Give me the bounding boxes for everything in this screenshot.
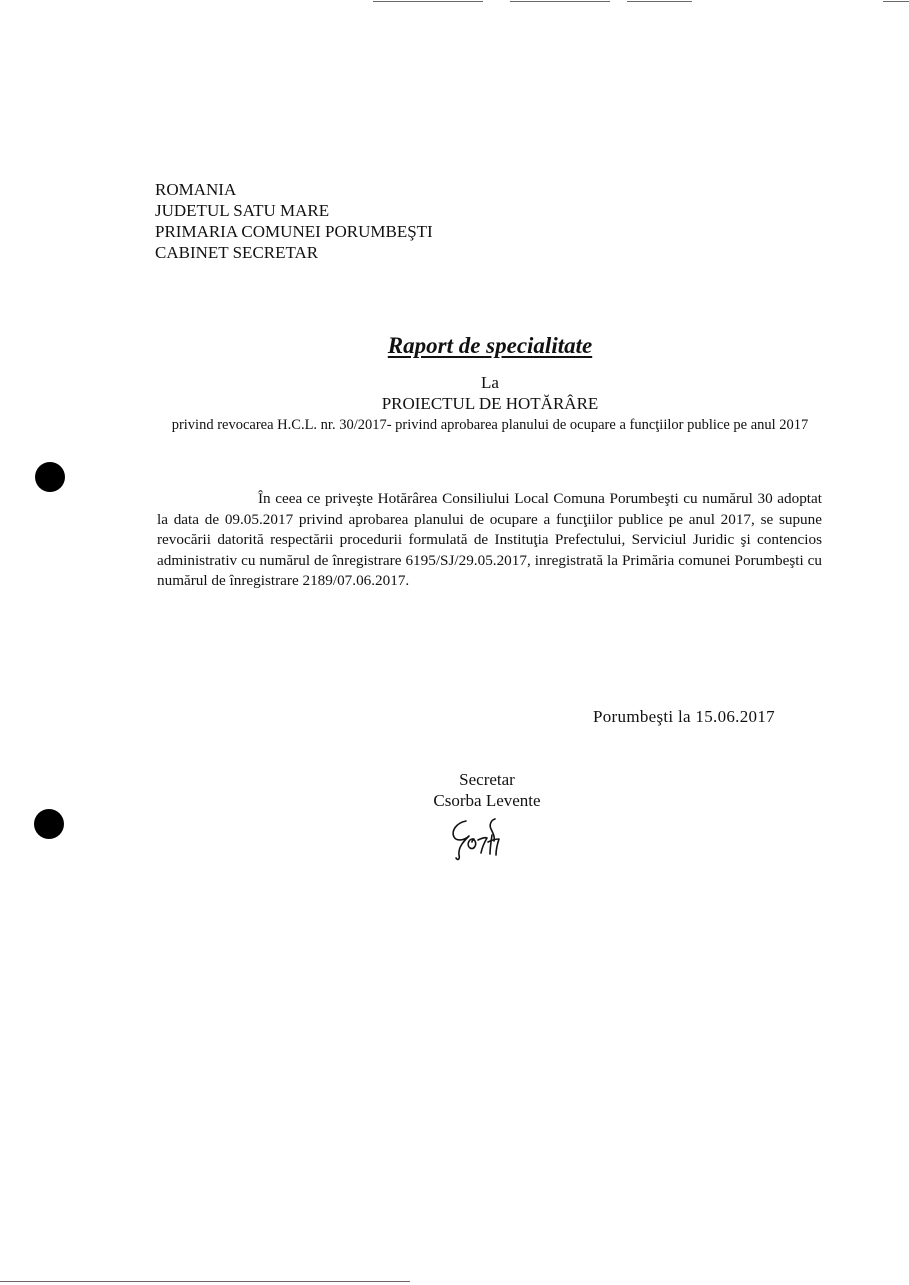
place-date: Porumbeşti la 15.06.2017	[593, 707, 775, 726]
signer-name: Csorba Levente	[433, 791, 541, 810]
body-paragraph: În ceea ce priveşte Hotărârea Consiliului Local Comuna Porumbeşti cu numărul 30 adoptat la data de 09.05.2017 privind aprobarea planului de ocupare a funcţiilor publice pe anul 2017, se supune revocării datorită respectării procedurii formulată de Instituţia Prefectului, Serviciul Juridic şi contencios administrativ cu numărul de înregistrare 6195/SJ/29.05.2017, inregistrată la Primăria comunei Porumbeşti cu numărul de înregistrare 2189/07.06.2017.	[157, 490, 822, 589]
signer-role: Secretar	[459, 770, 515, 789]
institution-header	[155, 179, 433, 263]
punch-hole-bottom	[34, 809, 64, 839]
scan-line-top-4	[883, 1, 909, 2]
subtitle-project: PROIECTUL DE HOTĂRÂRE	[381, 394, 599, 413]
header-town-hall: PRIMARIA COMUNEI PORUMBEŞTI	[155, 222, 433, 241]
punch-hole-top	[35, 462, 65, 492]
header-country: ROMANIA	[155, 180, 237, 199]
subtitle-la: La	[481, 373, 499, 392]
handwritten-signature	[448, 815, 510, 863]
header-county: JUDETUL SATU MARE	[155, 201, 330, 220]
document-subject: privind revocarea H.C.L. nr. 30/2017- privind aprobarea planului de ocupare a funcţiilor publice pe anul 2017	[171, 417, 809, 433]
header-office: CABINET SECRETAR	[155, 243, 319, 262]
signature-block	[400, 769, 574, 811]
document-title: Raport de specialitate	[387, 333, 593, 358]
scan-line-top-3	[627, 1, 692, 2]
scan-line-top-2	[510, 1, 610, 2]
scan-line-top-1	[373, 1, 483, 2]
scan-line-bottom	[0, 1281, 410, 1282]
